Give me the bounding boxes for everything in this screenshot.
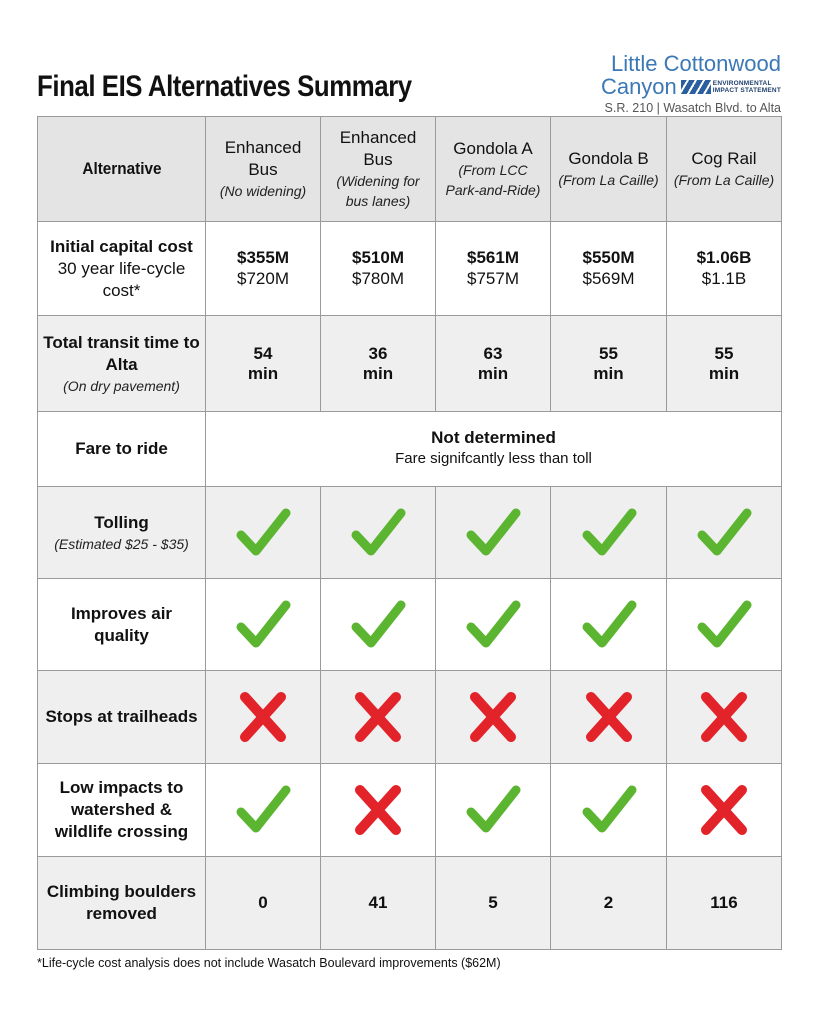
boulders-value: 5 — [488, 893, 498, 912]
transit-cell — [436, 316, 551, 412]
air-quality-cell — [667, 579, 782, 671]
check-icon — [463, 595, 523, 655]
cross-icon — [233, 687, 293, 747]
transit-cell — [206, 316, 321, 412]
cost-cell — [206, 222, 321, 316]
boulders-value: 41 — [368, 893, 388, 912]
row-label: Tolling — [94, 512, 149, 532]
air-quality-cell — [436, 579, 551, 671]
header-col-4 — [551, 117, 667, 222]
tolling-cell — [321, 487, 436, 579]
row-label: Fare to ride — [75, 439, 168, 458]
transit-unit: min — [708, 363, 740, 383]
eis-mark — [681, 80, 781, 94]
header-col-name: Enhanced Bus — [339, 128, 417, 169]
eis-line2: IMPACT STATEMENT — [712, 87, 781, 94]
tolling-cell — [551, 487, 667, 579]
eis-line1: ENVIRONMENTAL — [712, 80, 772, 87]
transit-value: 55 — [599, 343, 618, 363]
row-label: Improves air quality — [70, 603, 173, 645]
boulders-value: 116 — [710, 893, 738, 912]
cross-icon — [694, 687, 754, 747]
row-label-cell — [38, 579, 206, 671]
tolling-cell — [436, 487, 551, 579]
row-label-cell — [38, 487, 206, 579]
header-label-cell — [38, 117, 206, 222]
cross-icon — [348, 687, 408, 747]
transit-cell — [551, 316, 667, 412]
cost-row — [38, 222, 782, 316]
cost-cell — [551, 222, 667, 316]
check-icon — [694, 503, 754, 563]
fare-row — [38, 412, 782, 487]
check-icon — [579, 780, 639, 840]
check-icon — [233, 595, 293, 655]
watershed-row — [38, 764, 782, 857]
boulders-cell — [206, 857, 321, 950]
row-label: Low impacts to watershed & wildlife crossing — [54, 778, 189, 841]
transit-cell — [321, 316, 436, 412]
row-label-cell — [38, 671, 206, 764]
boulders-row — [38, 857, 782, 950]
row-label-cell — [38, 222, 206, 316]
boulders-value: 0 — [258, 893, 268, 912]
lifecycle-cost: $1.1B — [701, 268, 747, 288]
header-col-note: (From La Caille) — [558, 172, 659, 188]
transit-unit: min — [593, 363, 624, 383]
check-icon — [463, 780, 523, 840]
tolling-row — [38, 487, 782, 579]
header-col-note: (From LCC Park-and-Ride) — [445, 162, 541, 198]
capital-cost: $355M — [237, 247, 289, 267]
cross-icon — [463, 687, 523, 747]
watershed-cell — [436, 764, 551, 857]
logo-line1: Little Cottonwood — [611, 51, 781, 76]
stripes-icon — [681, 80, 711, 94]
tolling-cell — [206, 487, 321, 579]
boulders-cell — [321, 857, 436, 950]
header-col-note: (Widening for bus lanes) — [336, 173, 420, 209]
capital-cost: $550M — [582, 247, 635, 267]
row-label-cell — [38, 316, 206, 412]
transit-row — [38, 316, 782, 412]
row-label: Stops at trailheads — [45, 707, 198, 726]
header-label: Alternative — [81, 159, 162, 178]
lifecycle-cost: $780M — [352, 268, 404, 288]
transit-value: 54 — [253, 343, 273, 363]
row-note: (On dry pavement) — [63, 377, 180, 394]
cross-icon — [348, 780, 408, 840]
lifecycle-cost: $720M — [237, 268, 289, 288]
row-label-cell — [38, 857, 206, 950]
row-label-cell — [38, 412, 206, 487]
cost-cell — [667, 222, 782, 316]
fare-note: Fare signifcantly less than toll — [395, 450, 592, 467]
check-icon — [579, 595, 639, 655]
boulders-cell — [551, 857, 667, 950]
project-logo — [581, 53, 781, 115]
header-col-3 — [436, 117, 551, 222]
cross-icon — [694, 780, 754, 840]
transit-unit: min — [477, 363, 509, 383]
air-quality-cell — [551, 579, 667, 671]
check-icon — [348, 595, 408, 655]
cost-cell — [436, 222, 551, 316]
air-quality-cell — [206, 579, 321, 671]
watershed-cell — [667, 764, 782, 857]
header-col-note: (From La Caille) — [673, 172, 775, 188]
watershed-cell — [321, 764, 436, 857]
header-col-name: Enhanced Bus — [224, 138, 302, 179]
transit-value: 55 — [714, 343, 734, 363]
cost-cell — [321, 222, 436, 316]
air-quality-cell — [321, 579, 436, 671]
cross-icon — [579, 687, 639, 747]
boulders-cell — [436, 857, 551, 950]
trailheads-row — [38, 671, 782, 764]
fare-cell — [206, 412, 782, 487]
header-col-name: Gondola B — [568, 149, 649, 168]
page-title: Final EIS Alternatives Summary — [37, 70, 412, 103]
capital-cost: $510M — [352, 247, 404, 267]
check-icon — [233, 780, 293, 840]
check-icon — [463, 503, 523, 563]
air-quality-row — [38, 579, 782, 671]
row-label: Initial capital cost — [50, 236, 193, 256]
boulders-value: 2 — [603, 893, 614, 912]
logo-subtitle: S.R. 210 | Wasatch Blvd. to Alta — [604, 101, 781, 115]
header-col-1 — [206, 117, 321, 222]
header-row — [38, 117, 782, 222]
check-icon — [579, 503, 639, 563]
transit-value: 63 — [483, 343, 503, 363]
row-label: Climbing boulders removed — [46, 882, 197, 923]
boulders-cell — [667, 857, 782, 950]
footnote: *Life-cycle cost analysis does not include Wasatch Boulevard improvements ($62M) — [37, 956, 501, 970]
watershed-cell — [206, 764, 321, 857]
header-col-name: Gondola A — [453, 139, 533, 158]
trailheads-cell — [206, 671, 321, 764]
row-label: Total transit time to Alta — [43, 332, 200, 374]
lifecycle-cost: $569M — [582, 268, 635, 288]
row-note: (Estimated $25 - $35) — [54, 535, 189, 552]
check-icon — [233, 503, 293, 563]
check-icon — [348, 503, 408, 563]
trailheads-cell — [436, 671, 551, 764]
lifecycle-cost: $757M — [467, 268, 519, 288]
row-label-cell — [38, 764, 206, 857]
header-col-note: (No widening) — [219, 183, 307, 199]
header-col-2 — [321, 117, 436, 222]
check-icon — [694, 595, 754, 655]
tolling-cell — [667, 487, 782, 579]
row-label-secondary: 30 year life-cycle cost* — [57, 258, 186, 300]
trailheads-cell — [667, 671, 782, 764]
transit-unit: min — [247, 363, 279, 383]
trailheads-cell — [321, 671, 436, 764]
capital-cost: $561M — [467, 247, 519, 267]
logo-line2: Canyon — [600, 74, 677, 99]
transit-unit: min — [362, 363, 394, 383]
alternatives-table — [37, 116, 782, 950]
transit-cell — [667, 316, 782, 412]
watershed-cell — [551, 764, 667, 857]
header-col-5 — [667, 117, 782, 222]
capital-cost: $1.06B — [696, 247, 752, 267]
header-col-name: Cog Rail — [691, 149, 757, 168]
fare-status: Not determined — [431, 428, 556, 447]
trailheads-cell — [551, 671, 667, 764]
transit-value: 36 — [368, 343, 388, 363]
